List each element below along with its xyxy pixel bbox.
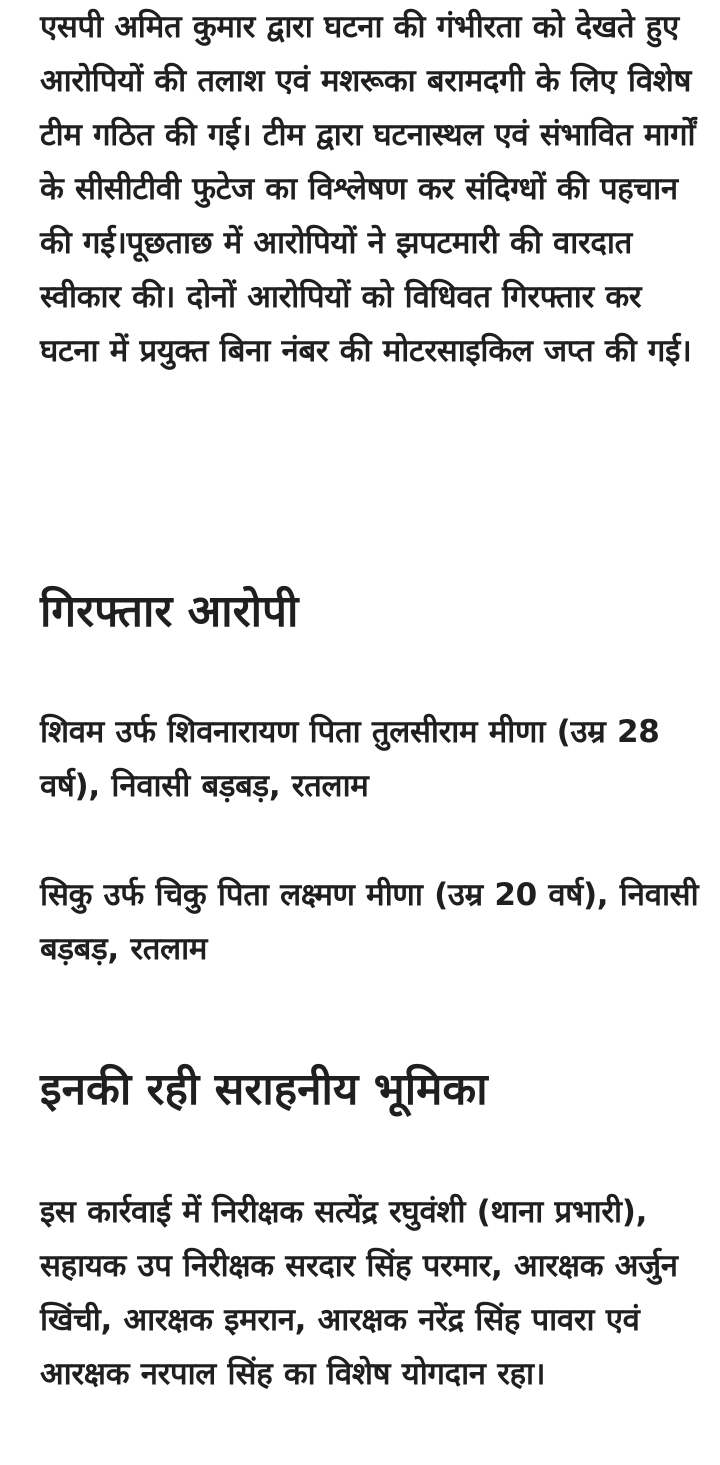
commendable-role-heading: इनकी रही सराहनीय भूमिका (40, 1064, 488, 1115)
intro-paragraph: एसपी अमित कुमार द्वारा घटना की गंभीरता को देखते हुए आरोपियों की तलाश एवं मशरूका बरामदगी के लिए विशेष टीम गठित की गई। टीम द्वारा घटनास्थल एवं संभावित मार्गों के सीसीटीवी फुटेज का विश्लेषण कर संदिग्धों की पहचान की गई।पूछताछ में आरोपियों ने झपटमारी की वारदात स्वीकार की। दोनों आरोपियों को विधिवत गिरफ्तार कर घटना में प्रयुक्त बिना नंबर की मोटरसाइकिल जप्त की गई। (40, 9, 696, 369)
roles-paragraph: इस कार्रवाई में निरीक्षक सत्येंद्र रघुवंशी (थाना प्रभारी), सहायक उप निरीक्षक सरदार सिंह परमार, आरक्षक अर्जुन खिंची, आरक्षक इमरान, आरक्षक नरेंद्र सिंह पावरा एवं आरक्षक नरपाल सिंह का विशेष योगदान रहा। (40, 1194, 678, 1392)
arrested-accused-heading: गिरफ्तार आरोपी (40, 586, 299, 637)
accused-entry-2: सिकु उर्फ चिकु पिता लक्ष्मण मीणा (उम्र 20 वर्ष), निवासी बड़बड़, रतलाम (40, 877, 699, 967)
accused-entry-1: शिवम उर्फ शिवनारायण पिता तुलसीराम मीणा (उम्र 28 वर्ष), निवासी बड़बड़, रतलाम (40, 714, 660, 804)
